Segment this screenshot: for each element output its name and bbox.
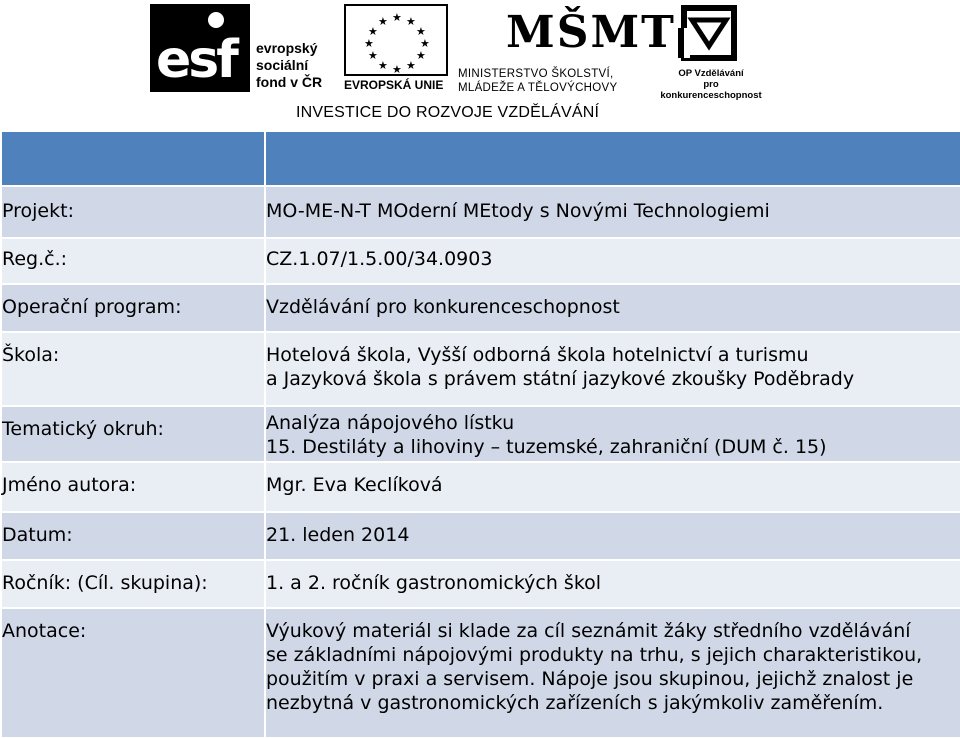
table-row-rocnik <box>1 560 960 608</box>
op-caption-line2: pro konkurenceschopnost <box>660 79 762 101</box>
esf-letters: esf <box>156 30 236 90</box>
esf-text-line: fond v ČR <box>256 74 323 90</box>
value-skola-line2: a Jazyková škola s právem státní jazykové zkoušky Poděbrady <box>266 368 855 390</box>
table-header-row <box>1 131 960 186</box>
op-symbol-icon <box>678 4 740 64</box>
anotace-line: nezbytná v gastronomických zařízeních s jakýmkoliv zaměřením. <box>266 692 884 714</box>
value-program: Vzdělávání pro konkurenceschopnost <box>265 284 960 332</box>
label-program: Operační program: <box>1 284 265 332</box>
label-rocnik: Ročník: (Cíl. skupina): <box>1 560 265 608</box>
value-tema-line2: 15. Destiláty a lihoviny – tuzemské, zahraniční (DUM č. 15) <box>266 436 827 458</box>
op-caption-line1: OP Vzdělávání <box>678 68 744 79</box>
op-caption <box>652 68 770 101</box>
label-autor: Jméno autora: <box>1 462 265 512</box>
value-tema-line1: Analýza nápojového lístku <box>266 412 515 434</box>
msmt-monogram: MŠMT <box>506 7 676 58</box>
table-row-skola <box>1 332 960 406</box>
project-info-table <box>0 130 960 738</box>
esf-dot-icon <box>208 12 224 28</box>
tagline: INVESTICE DO ROZVOJE VZDĚLÁVÁNÍ <box>296 104 600 121</box>
label-skola: Škola: <box>1 332 265 406</box>
header-cell <box>265 131 960 186</box>
value-skola <box>265 332 960 406</box>
value-autor: Mgr. Eva Keclíková <box>265 462 960 512</box>
label-projekt: Projekt: <box>1 186 265 238</box>
table-row-autor <box>1 462 960 512</box>
label-reg: Reg.č.: <box>1 238 265 284</box>
esf-text-line: evropský <box>256 40 318 56</box>
label-tema: Tematický okruh: <box>1 406 265 462</box>
value-projekt: MO-ME-N-T MOderní MEtody s Novými Technologiemi <box>265 186 960 238</box>
logo-banner <box>0 0 960 130</box>
header-cell <box>1 131 265 186</box>
value-rocnik: 1. a 2. ročník gastronomických škol <box>265 560 960 608</box>
esf-text-line: sociální <box>256 57 309 73</box>
esf-logo <box>150 4 340 94</box>
value-anotace <box>265 608 960 738</box>
esf-text <box>256 40 322 91</box>
anotace-line: Výukový materiál si klade za cíl seznámit žáky středního vzdělávání <box>266 620 911 642</box>
msmt-logo <box>458 4 676 94</box>
table-row-datum <box>1 512 960 560</box>
msmt-line2: MLÁDEŽE A TĚLOVÝCHOVY <box>458 82 618 94</box>
eu-flag-icon: ★ ★ ★ ★ ★ ★ ★ ★ ★ ★ ★ ★ <box>344 4 448 76</box>
msmt-line1: MINISTERSTVO ŠKOLSTVÍ, <box>458 68 614 80</box>
eu-logo <box>344 4 448 94</box>
table-row-anotace <box>1 608 960 738</box>
value-skola-line1: Hotelová škola, Vyšší odborná škola hotelnictví a turismu <box>266 344 809 366</box>
table-row-projekt <box>1 186 960 238</box>
esf-mark <box>150 4 250 92</box>
label-anotace: Anotace: <box>1 608 265 738</box>
table-row-tema <box>1 406 960 462</box>
value-reg: CZ.1.07/1.5.00/34.0903 <box>265 238 960 284</box>
anotace-line: použitím v praxi a servisem. Nápoje jsou skupinou, jejichž znalost je <box>266 668 914 690</box>
value-tema <box>265 406 960 462</box>
value-datum: 21. leden 2014 <box>265 512 960 560</box>
table-row-reg <box>1 238 960 284</box>
op-logo <box>652 4 770 101</box>
anotace-line: se základními nápojovými produkty na trhu, s jejich charakteristikou, <box>266 644 923 666</box>
eu-caption: EVROPSKÁ UNIE <box>344 78 444 92</box>
label-datum: Datum: <box>1 512 265 560</box>
table-row-program <box>1 284 960 332</box>
